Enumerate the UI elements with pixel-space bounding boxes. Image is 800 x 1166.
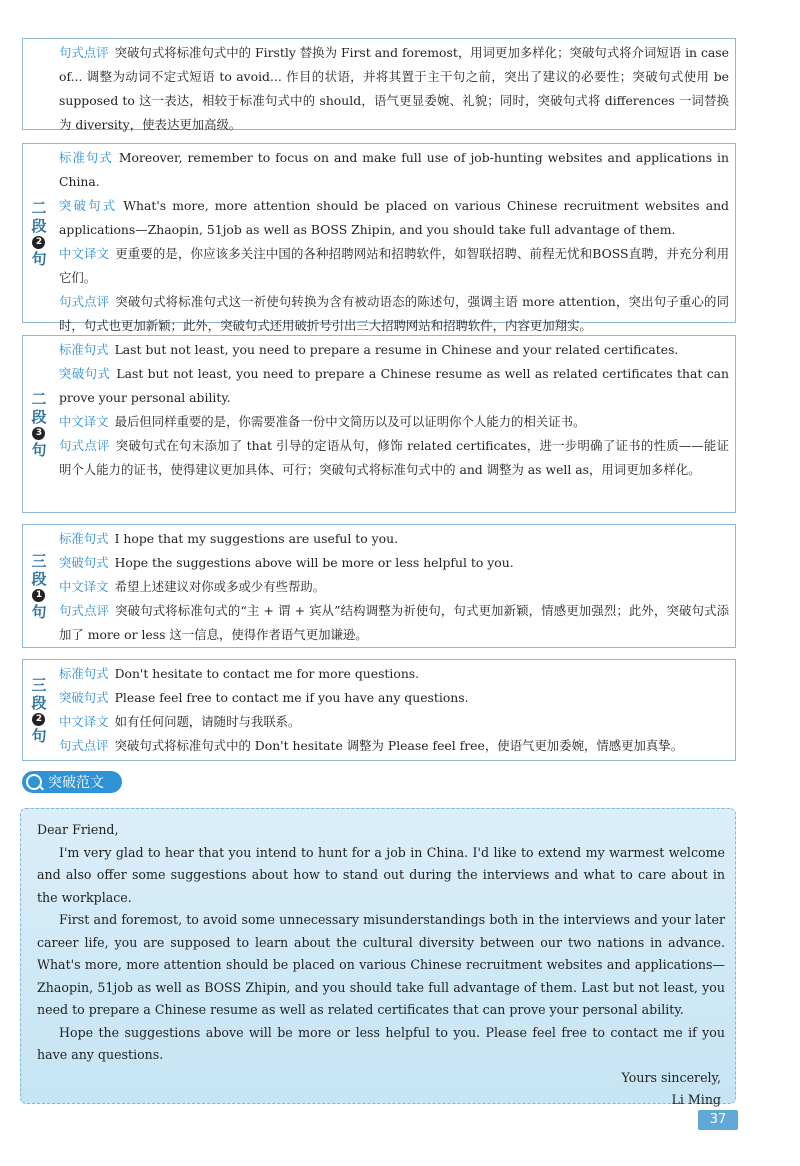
number-dot: 2	[32, 236, 45, 249]
standard-row: 标准句式 Don't hesitate to contact me for more questions.	[59, 666, 420, 681]
breakthrough-row: 突破句式 Please feel free to contact me if you have any questions.	[59, 690, 469, 705]
number-dot: 2	[32, 713, 45, 726]
sentence-block-2-3	[22, 335, 736, 513]
breakthrough-row: 突破句式 What's more, more attention should be placed on various Chinese recruitment websites and applications—Zhaopin, 51job as well as BOSS Zhipin, and you should take full advantage of them.	[59, 198, 729, 237]
comment-row: 句式点评 突破句式将标准句式的“主 + 谓 + 宾从”结构调整为祈使句，句式更加新颖，情感更加强烈；此外，突破句式添加了 more or less 这一信息，使得作者语气更加谦逊。	[59, 603, 730, 642]
breakthrough-row: 突破句式 Last but not least, you need to prepare a Chinese resume as well as related certificates that can prove your personal ability.	[59, 366, 729, 405]
page-number: 37	[698, 1110, 738, 1130]
tag-comment: 句式点评	[59, 45, 109, 60]
essay-greeting: Dear Friend,	[37, 822, 119, 837]
paragraph-sentence-label: 三 段 2 句	[31, 675, 47, 745]
breakthrough-row: 突破句式 Hope the suggestions above will be more or less helpful to you.	[59, 555, 514, 570]
essay-paragraph-1: I'm very glad to hear that you intend to hunt for a job in China. I'd like to extend my warmest welcome and also offer some suggestions about how to stand out during the interviews and what to care about in the workplace.	[37, 844, 725, 905]
essay-paragraph-3: Hope the suggestions above will be more or less helpful to you. Please feel free to contact me if you have any questions.	[37, 1024, 725, 1062]
comment-block-1	[22, 38, 736, 130]
sentence-block-3-2	[22, 659, 736, 761]
block-side	[23, 39, 55, 129]
comment-text: 突破句式将标准句式中的 Firstly 替换为 First and foremost，用词更加多样化；突破句式将介词短语 in case of... 调整为动词不定式短语 to avoid... 作目的状语，并将其置于主干句之前，突出了建议的必要性；突破句式使用 be supposed to 这一表达，相较于标准句式中的 should，语气更显委婉、礼貌；同时，突破句式将 differences 一词替换为 diversity，使表达更加高级。	[59, 45, 729, 132]
essay-closing: Yours sincerely,	[621, 1069, 721, 1085]
essay-paragraph-2: First and foremost, to avoid some unnecessary misunderstandings both in the interviews and your later career life, you are supposed to learn about the cultural diversity between our two nations in advance. What's more, more attention should be placed on various Chinese recruitment websites and applications—Zhaopin, 51job as well as BOSS Zhipin, and you should take full advantage of them. Last but not least, you need to prepare a Chinese resume as well as related certificates that can prove your personal ability.	[37, 912, 725, 1017]
number-dot: 1	[32, 589, 45, 602]
sentence-block-3-1	[22, 524, 736, 648]
essay-signature: Li Ming	[671, 1092, 721, 1107]
magnifier-icon	[26, 774, 42, 790]
translation-row: 中文译文 最后但同样重要的是，你需要准备一份中文简历以及可以证明你个人能力的相关证书。	[59, 414, 586, 429]
section-pill	[22, 771, 122, 793]
translation-row: 中文译文 更重要的是，你应该多关注中国的各种招聘网站和招聘软件，如智联招聘、前程无忧和BOSS直聘，并充分利用它们。	[59, 246, 729, 285]
section-heading	[22, 770, 122, 794]
paragraph-sentence-label: 二 段 3 句	[31, 389, 47, 459]
standard-row: 标准句式 I hope that my suggestions are useful to you.	[59, 531, 399, 546]
comment-row: 句式点评 突破句式在句末添加了 that 引导的定语从句，修饰 related certificates，进一步明确了证书的性质——能证明个人能力的证书，使得建议更加具体、可行；突破句式将标准句式中的 and 调整为 as well as，用词更加多样化。	[59, 438, 729, 477]
comment-row	[59, 41, 729, 137]
comment-row: 句式点评 突破句式将标准句式这一祈使句转换为含有被动语态的陈述句，强调主语 more attention，突出句子重心的同时，句式也更加新颖；此外，突破句式还用破折号引出三大招聘网站和招聘软件，内容更加翔实。	[59, 294, 730, 333]
block-side	[23, 525, 55, 647]
section-title: 突破范文	[48, 775, 104, 791]
sentence-block-2-2	[22, 143, 736, 333]
block-side	[23, 336, 55, 512]
comment-row: 句式点评 突破句式将标准句式中的 Don't hesitate 调整为 Please feel free，使语气更加委婉，情感更加真挚。	[59, 738, 684, 753]
block-side	[23, 144, 55, 322]
paragraph-sentence-label: 二 段 2 句	[31, 198, 47, 268]
number-dot: 3	[32, 427, 45, 440]
translation-row: 中文译文 如有任何问题，请随时与我联系。	[59, 714, 301, 729]
paragraph-sentence-label: 三 段 1 句	[31, 551, 47, 621]
translation-row: 中文译文 希望上述建议对你或多或少有些帮助。	[59, 579, 326, 594]
block-side	[23, 660, 55, 760]
standard-row: 标准句式 Moreover, remember to focus on and make full use of job-hunting websites and applications in China.	[59, 150, 729, 189]
standard-row: 标准句式 Last but not least, you need to prepare a resume in Chinese and your related certificates.	[59, 342, 679, 357]
model-essay	[20, 808, 736, 1107]
